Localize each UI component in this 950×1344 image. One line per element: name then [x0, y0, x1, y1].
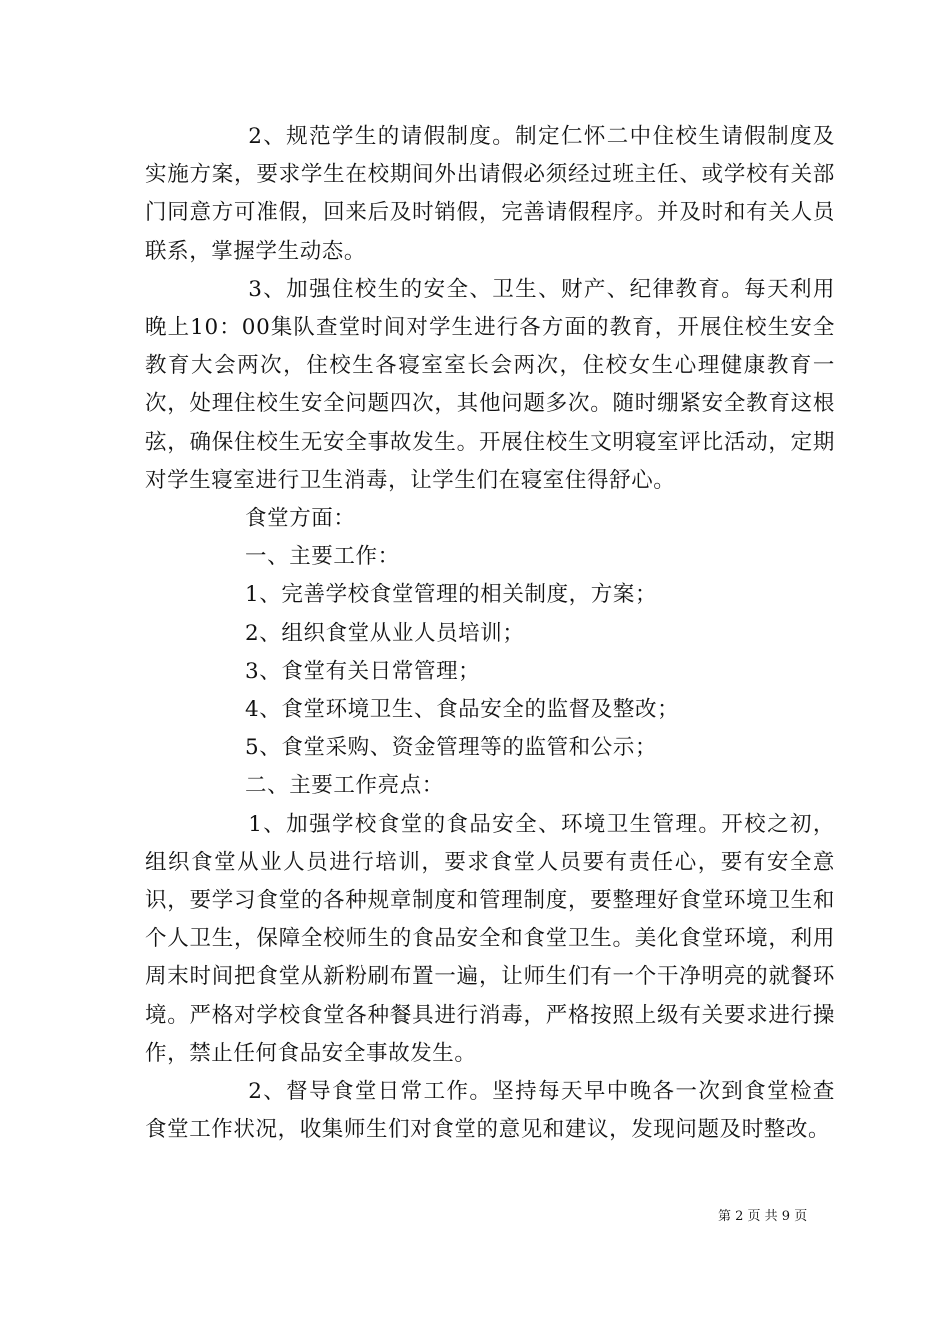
paragraph-canteen-supervision: 2、督导食堂日常工作。坚持每天早中晚各一次到食堂检查食堂工作状况，收集师生们对食堂的意见和建议，发现问题及时整改。 [145, 1079, 835, 1143]
document-body [145, 118, 835, 1149]
list-item: 4、食堂环境卫生、食品安全的监督及整改； [245, 697, 680, 723]
paragraph-food-safety: 1、加强学校食堂的食品安全、环境卫生管理。开校之初，组织食堂从业人员进行培训，要求食堂人员要有责任心，要有安全意识，要学习食堂的各种规章制度和管理制度，要整理好食堂环境卫生和个人卫生，保障全校师生的食品安全和食堂卫生。美化食堂环境，利用周末时间把食堂从新粉刷布置一遍，让师生们有一个干净明亮的就餐环境。严格对学校食堂各种餐具进行消毒，严格按照上级有关要求进行操作，禁止任何食品安全事故发生。 [145, 811, 835, 1066]
list-item: 5、食堂采购、资金管理等的监管和公示； [245, 735, 658, 761]
section-title-canteen: 食堂方面： [245, 506, 356, 532]
paragraph-leave-system: 2、规范学生的请假制度。制定仁怀二中住校生请假制度及实施方案，要求学生在校期间外出请假必须经过班主任、或学校有关部门同意方可准假，回来后及时销假，完善请假程序。并及时和有关人员联系，掌握学生动态。 [145, 124, 835, 264]
page-number-footer: 第 2 页 共 9 页 [718, 1209, 808, 1224]
heading-highlights: 二、主要工作亮点： [245, 773, 444, 799]
paragraph-safety-education: 3、加强住校生的安全、卫生、财产、纪律教育。每天利用晚上10：00集队查堂时间对学生进行各方面的教育，开展住校生安全教育大会两次，住校生各寝室室长会两次，住校女生心理健康教育一次，处理住校生安全问题四次，其他问题多次。随时绷紧安全教育这根弦，确保住校生无安全事故发生。开展住校生文明寝室评比活动，定期对学生寝室进行卫生消毒，让学生们在寝室住得舒心。 [145, 276, 835, 493]
list-item: 2、组织食堂从业人员培训； [245, 620, 525, 646]
list-item: 1、完善学校食堂管理的相关制度，方案； [245, 582, 658, 608]
heading-main-work: 一、主要工作： [245, 544, 400, 570]
list-item: 3、食堂有关日常管理； [245, 658, 481, 684]
